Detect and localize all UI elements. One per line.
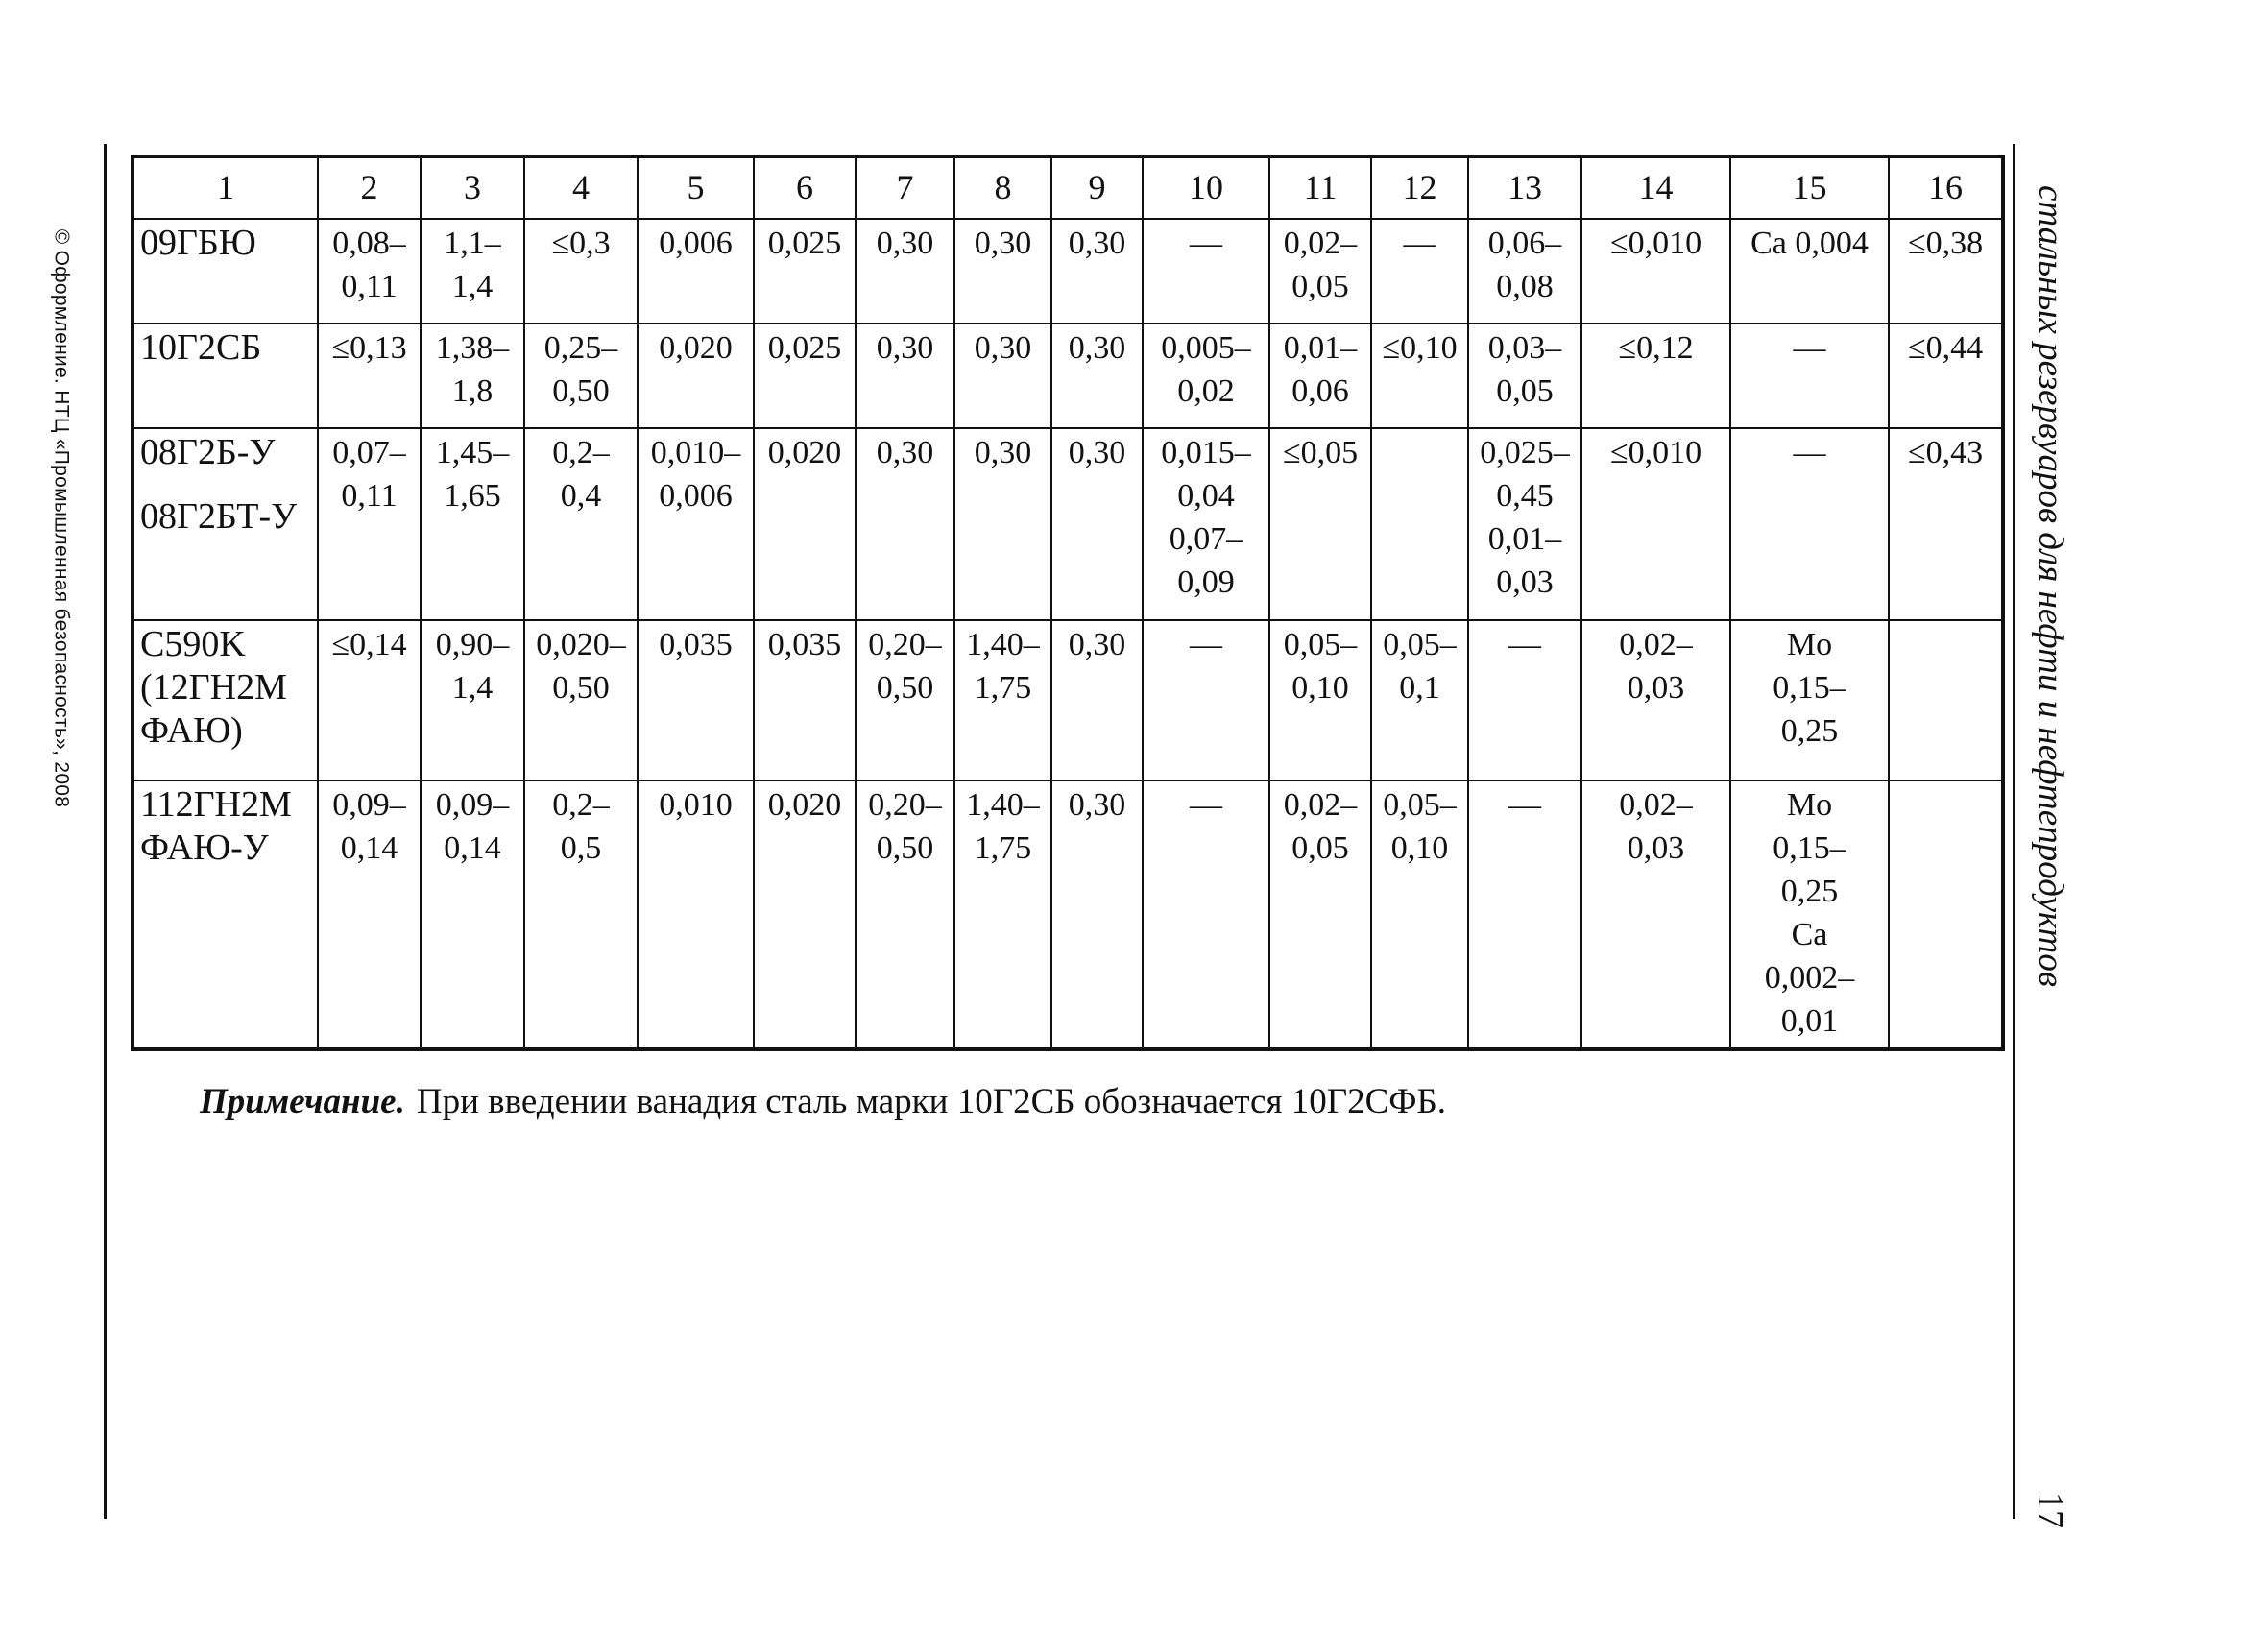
cell-text: 0,002– xyxy=(1764,960,1855,996)
table-cell xyxy=(954,620,1051,780)
cell-text: 112ГН2М xyxy=(140,784,292,825)
table-cell xyxy=(318,620,421,780)
steel-composition-table xyxy=(131,155,2005,1051)
table-cell xyxy=(1889,428,2003,620)
cell-text: 0,020– xyxy=(536,627,626,662)
cell-text: 0,05– xyxy=(1283,627,1358,662)
cell-text: 0,020 xyxy=(767,787,842,823)
table-cell xyxy=(1371,219,1468,324)
cell-text: 0,50 xyxy=(876,670,934,706)
table-cell xyxy=(1730,219,1889,324)
cell-text: 0,30 xyxy=(1068,435,1126,470)
running-title xyxy=(2016,144,2084,1027)
table-cell xyxy=(856,219,954,324)
cell-text: 0,30 xyxy=(1068,330,1126,366)
table-cell xyxy=(1889,219,2003,324)
cell-text: 0,10 xyxy=(1291,670,1349,706)
cell-text: 0,30 xyxy=(974,435,1032,470)
cell-text: ≤0,44 xyxy=(1907,330,1984,366)
cell-text: 0,06 xyxy=(1291,373,1349,409)
cell-text: 0,30 xyxy=(876,226,934,261)
table-cell xyxy=(1143,428,1269,620)
table-row xyxy=(133,428,2003,620)
table-cell xyxy=(1581,324,1730,428)
cell-text: 0,08 xyxy=(1496,269,1554,304)
cell-text: 0,05 xyxy=(1291,269,1349,304)
cell-text: 0,90– xyxy=(435,627,510,662)
copyright-text: © Оформление. НТЦ «Промышленная безопасность», 2008 xyxy=(50,228,73,808)
cell-text: 0,11 xyxy=(341,478,398,514)
table-cell xyxy=(1269,620,1371,780)
cell-text: 0,08– xyxy=(332,226,406,261)
table-cell xyxy=(1889,324,2003,428)
table-cell xyxy=(638,219,754,324)
table-cell xyxy=(954,219,1051,324)
table-cell xyxy=(1371,428,1468,620)
table-cell xyxy=(1889,780,2003,1049)
table-cell xyxy=(1269,428,1371,620)
cell-text: 0,30 xyxy=(974,226,1032,261)
cell-text: — xyxy=(1190,787,1222,823)
cell-text: 0,30 xyxy=(1068,787,1126,823)
table-cell xyxy=(638,324,754,428)
table-cell xyxy=(318,428,421,620)
cell-text: 0,30 xyxy=(1068,627,1126,662)
cell-text: 0,09– xyxy=(435,787,510,823)
table-cell xyxy=(1468,219,1581,324)
cell-text: 0,09 xyxy=(1177,564,1235,600)
table-cell xyxy=(1581,620,1730,780)
table-cell xyxy=(421,219,524,324)
cell-text: 0,4 xyxy=(560,478,602,514)
cell-text: 0,025 xyxy=(767,330,842,366)
table-cell xyxy=(954,428,1051,620)
steel-grade-cell xyxy=(133,620,318,780)
cell-text: 0,01– xyxy=(1487,521,1562,557)
cell-text: — xyxy=(1403,226,1436,261)
column-header: 8 xyxy=(954,156,1051,219)
cell-text: ≤0,13 xyxy=(331,330,407,366)
table-cell xyxy=(318,324,421,428)
table-cell xyxy=(1143,620,1269,780)
column-header: 13 xyxy=(1468,156,1581,219)
cell-text: 0,06– xyxy=(1487,226,1562,261)
cell-text: 08Г2Б-У xyxy=(140,432,276,472)
table-cell xyxy=(1143,219,1269,324)
page-number xyxy=(2016,1477,2084,1544)
cell-text: 0,035 xyxy=(767,627,842,662)
cell-text: 0,30 xyxy=(876,435,934,470)
table-cell xyxy=(1889,620,2003,780)
cell-text: 0,50 xyxy=(552,373,610,409)
table-header-row xyxy=(133,156,2003,219)
table-cell xyxy=(1143,780,1269,1049)
cell-text: 0,25– xyxy=(543,330,618,366)
table-cell xyxy=(754,324,856,428)
cell-text: 1,8 xyxy=(451,373,494,409)
cell-text: 0,25 xyxy=(1780,713,1839,749)
column-header: 4 xyxy=(524,156,638,219)
column-header: 14 xyxy=(1581,156,1730,219)
cell-text: 0,30 xyxy=(1068,226,1126,261)
table-cell xyxy=(1143,324,1269,428)
cell-text: 0,005– xyxy=(1161,330,1251,366)
cell-text: 0,10 xyxy=(1390,830,1449,866)
left-margin-rule xyxy=(104,144,107,1519)
steel-grade-cell xyxy=(133,324,318,428)
cell-text: 1,4 xyxy=(451,670,494,706)
cell-text: 0,03 xyxy=(1627,830,1685,866)
cell-text: 0,03 xyxy=(1496,564,1554,600)
cell-text: 1,40– xyxy=(966,787,1040,823)
cell-text: 0,025– xyxy=(1480,435,1570,470)
cell-text: 0,035 xyxy=(659,627,733,662)
cell-text: — xyxy=(1190,226,1222,261)
cell-text: 0,010 xyxy=(659,787,733,823)
table-cell xyxy=(1581,428,1730,620)
table-cell xyxy=(318,780,421,1049)
cell-text: 0,020 xyxy=(659,330,733,366)
cell-text: 10Г2СБ xyxy=(140,327,262,368)
cell-text: Ca 0,004 xyxy=(1750,226,1869,261)
table-cell xyxy=(1269,219,1371,324)
cell-text: 0,02 xyxy=(1177,373,1235,409)
column-header: 6 xyxy=(754,156,856,219)
cell-text: 0,14 xyxy=(444,830,501,866)
cell-text: ≤0,010 xyxy=(1609,226,1702,261)
cell-text: 0,30 xyxy=(974,330,1032,366)
cell-text: ≤0,38 xyxy=(1907,226,1984,261)
cell-text: 1,40– xyxy=(966,627,1040,662)
table-cell xyxy=(754,620,856,780)
copyright-side-text xyxy=(38,154,83,883)
cell-text: (12ГН2М xyxy=(140,667,287,708)
table-cell xyxy=(754,780,856,1049)
table-cell xyxy=(638,780,754,1049)
column-header: 12 xyxy=(1371,156,1468,219)
cell-text: 0,03 xyxy=(1627,670,1685,706)
table-cell xyxy=(1269,324,1371,428)
table-cell xyxy=(524,219,638,324)
table-cell xyxy=(1051,428,1143,620)
table-row xyxy=(133,219,2003,324)
cell-text: 0,015– xyxy=(1161,435,1251,470)
table-cell xyxy=(1051,324,1143,428)
cell-text: — xyxy=(1190,627,1222,662)
table-cell xyxy=(638,620,754,780)
cell-text: 09ГБЮ xyxy=(140,223,256,263)
table-cell xyxy=(1730,324,1889,428)
cell-text: 0,01– xyxy=(1283,330,1358,366)
cell-text: 1,1– xyxy=(444,226,501,261)
column-header: 10 xyxy=(1143,156,1269,219)
column-header: 15 xyxy=(1730,156,1889,219)
table-row xyxy=(133,324,2003,428)
column-header: 7 xyxy=(856,156,954,219)
column-header: 2 xyxy=(318,156,421,219)
cell-text: 08Г2БТ-У xyxy=(140,496,298,537)
table-cell xyxy=(524,428,638,620)
cell-text: 1,4 xyxy=(451,269,494,304)
cell-text: ≤0,010 xyxy=(1609,435,1702,470)
cell-text: Mo xyxy=(1786,627,1833,662)
table-cell xyxy=(1730,780,1889,1049)
table-cell xyxy=(856,324,954,428)
table-cell xyxy=(1468,620,1581,780)
cell-text: 0,30 xyxy=(876,330,934,366)
table-cell xyxy=(754,428,856,620)
page-number-text: 17 xyxy=(2030,1492,2070,1528)
cell-text: 0,05– xyxy=(1383,787,1457,823)
cell-text: ≤0,3 xyxy=(551,226,611,261)
cell-text: 0,006 xyxy=(659,226,733,261)
cell-text: Ca xyxy=(1791,917,1828,952)
cell-text: 0,25 xyxy=(1780,874,1839,909)
column-header: 11 xyxy=(1269,156,1371,219)
table-cell xyxy=(421,620,524,780)
cell-text: 1,45– xyxy=(435,435,510,470)
cell-text: Mo xyxy=(1786,787,1833,823)
cell-text: ≤0,14 xyxy=(331,627,407,662)
cell-text: — xyxy=(1793,330,1826,366)
table-cell xyxy=(1730,620,1889,780)
cell-text: 0,50 xyxy=(876,830,934,866)
table-cell xyxy=(754,219,856,324)
steel-grade-cell xyxy=(133,219,318,324)
table-cell xyxy=(1371,620,1468,780)
cell-text: ≤0,12 xyxy=(1618,330,1694,366)
table-cell xyxy=(1581,780,1730,1049)
table-cell xyxy=(1051,219,1143,324)
cell-text: 0,14 xyxy=(340,830,398,866)
table-cell xyxy=(1371,324,1468,428)
cell-text: 0,45 xyxy=(1496,478,1554,514)
column-header: 1 xyxy=(133,156,318,219)
cell-text: 0,2– xyxy=(552,787,610,823)
cell-text: C590K xyxy=(140,624,246,664)
table-row xyxy=(133,780,2003,1049)
table-cell xyxy=(1730,428,1889,620)
cell-text: 0,15– xyxy=(1773,670,1846,706)
table-cell xyxy=(1468,324,1581,428)
table-cell xyxy=(1269,780,1371,1049)
cell-text: — xyxy=(1508,787,1541,823)
cell-text: ФАЮ-У xyxy=(140,828,269,868)
table-cell xyxy=(421,428,524,620)
cell-text: 0,02– xyxy=(1619,627,1693,662)
table-cell xyxy=(1581,219,1730,324)
cell-text: 0,03– xyxy=(1487,330,1562,366)
steel-grade-cell xyxy=(133,780,318,1049)
cell-text: 0,05 xyxy=(1291,830,1349,866)
cell-text: 0,05 xyxy=(1496,373,1554,409)
cell-text: 0,02– xyxy=(1283,226,1358,261)
table-cell xyxy=(524,620,638,780)
cell-text: 0,020 xyxy=(767,435,842,470)
table-cell xyxy=(318,219,421,324)
table-cell xyxy=(524,324,638,428)
table-note xyxy=(200,1081,1986,1122)
table-cell xyxy=(1051,780,1143,1049)
cell-text: 1,75 xyxy=(974,830,1032,866)
cell-text: 0,50 xyxy=(552,670,610,706)
cell-text: 0,006 xyxy=(659,478,733,514)
cell-text: 0,07– xyxy=(332,435,406,470)
cell-text: 0,2– xyxy=(552,435,610,470)
table-cell xyxy=(524,780,638,1049)
steel-grade-cell xyxy=(133,428,318,620)
cell-text: — xyxy=(1508,627,1541,662)
table-cell xyxy=(856,428,954,620)
cell-text: 1,75 xyxy=(974,670,1032,706)
cell-text: 0,05– xyxy=(1383,627,1457,662)
cell-text: 0,010– xyxy=(650,435,741,470)
cell-text: 0,15– xyxy=(1773,830,1846,866)
note-label: Примечание. xyxy=(200,1082,405,1121)
table-cell xyxy=(856,620,954,780)
table-body xyxy=(133,156,2003,1049)
cell-text: 0,20– xyxy=(868,627,942,662)
table-cell xyxy=(954,324,1051,428)
running-title-text: стальных резервуаров для нефти и нефтепродуктов xyxy=(2030,184,2070,987)
column-header: 3 xyxy=(421,156,524,219)
table-cell xyxy=(1468,780,1581,1049)
table-cell xyxy=(954,780,1051,1049)
table-cell xyxy=(856,780,954,1049)
cell-text: 1,38– xyxy=(435,330,510,366)
table-cell xyxy=(421,780,524,1049)
cell-text: ≤0,43 xyxy=(1907,435,1984,470)
table-cell xyxy=(421,324,524,428)
cell-text: 0,20– xyxy=(868,787,942,823)
table-cell xyxy=(1371,780,1468,1049)
cell-text: 0,1 xyxy=(1399,670,1440,706)
cell-text: — xyxy=(1793,435,1826,470)
table-cell xyxy=(1468,428,1581,620)
column-header: 16 xyxy=(1889,156,2003,219)
cell-text: 0,09– xyxy=(332,787,406,823)
cell-text: 0,04 xyxy=(1177,478,1235,514)
cell-text: 0,07– xyxy=(1169,521,1243,557)
note-text: При введении ванадия сталь марки 10Г2СБ обозначается 10Г2СФБ. xyxy=(416,1082,1447,1121)
cell-text: 0,02– xyxy=(1283,787,1358,823)
column-header: 5 xyxy=(638,156,754,219)
cell-text: ≤0,05 xyxy=(1282,435,1359,470)
cell-text: 0,5 xyxy=(560,830,602,866)
cell-text: ≤0,10 xyxy=(1382,330,1458,366)
cell-text: 0,01 xyxy=(1780,1003,1839,1039)
cell-text: 0,11 xyxy=(341,269,398,304)
cell-text: 1,65 xyxy=(444,478,501,514)
table-cell xyxy=(638,428,754,620)
cell-text: 0,025 xyxy=(767,226,842,261)
cell-text: ФАЮ) xyxy=(140,710,243,751)
column-header: 9 xyxy=(1051,156,1143,219)
table-row xyxy=(133,620,2003,780)
table-cell xyxy=(1051,620,1143,780)
right-margin-rule xyxy=(2013,144,2015,1519)
cell-text: 0,02– xyxy=(1619,787,1693,823)
